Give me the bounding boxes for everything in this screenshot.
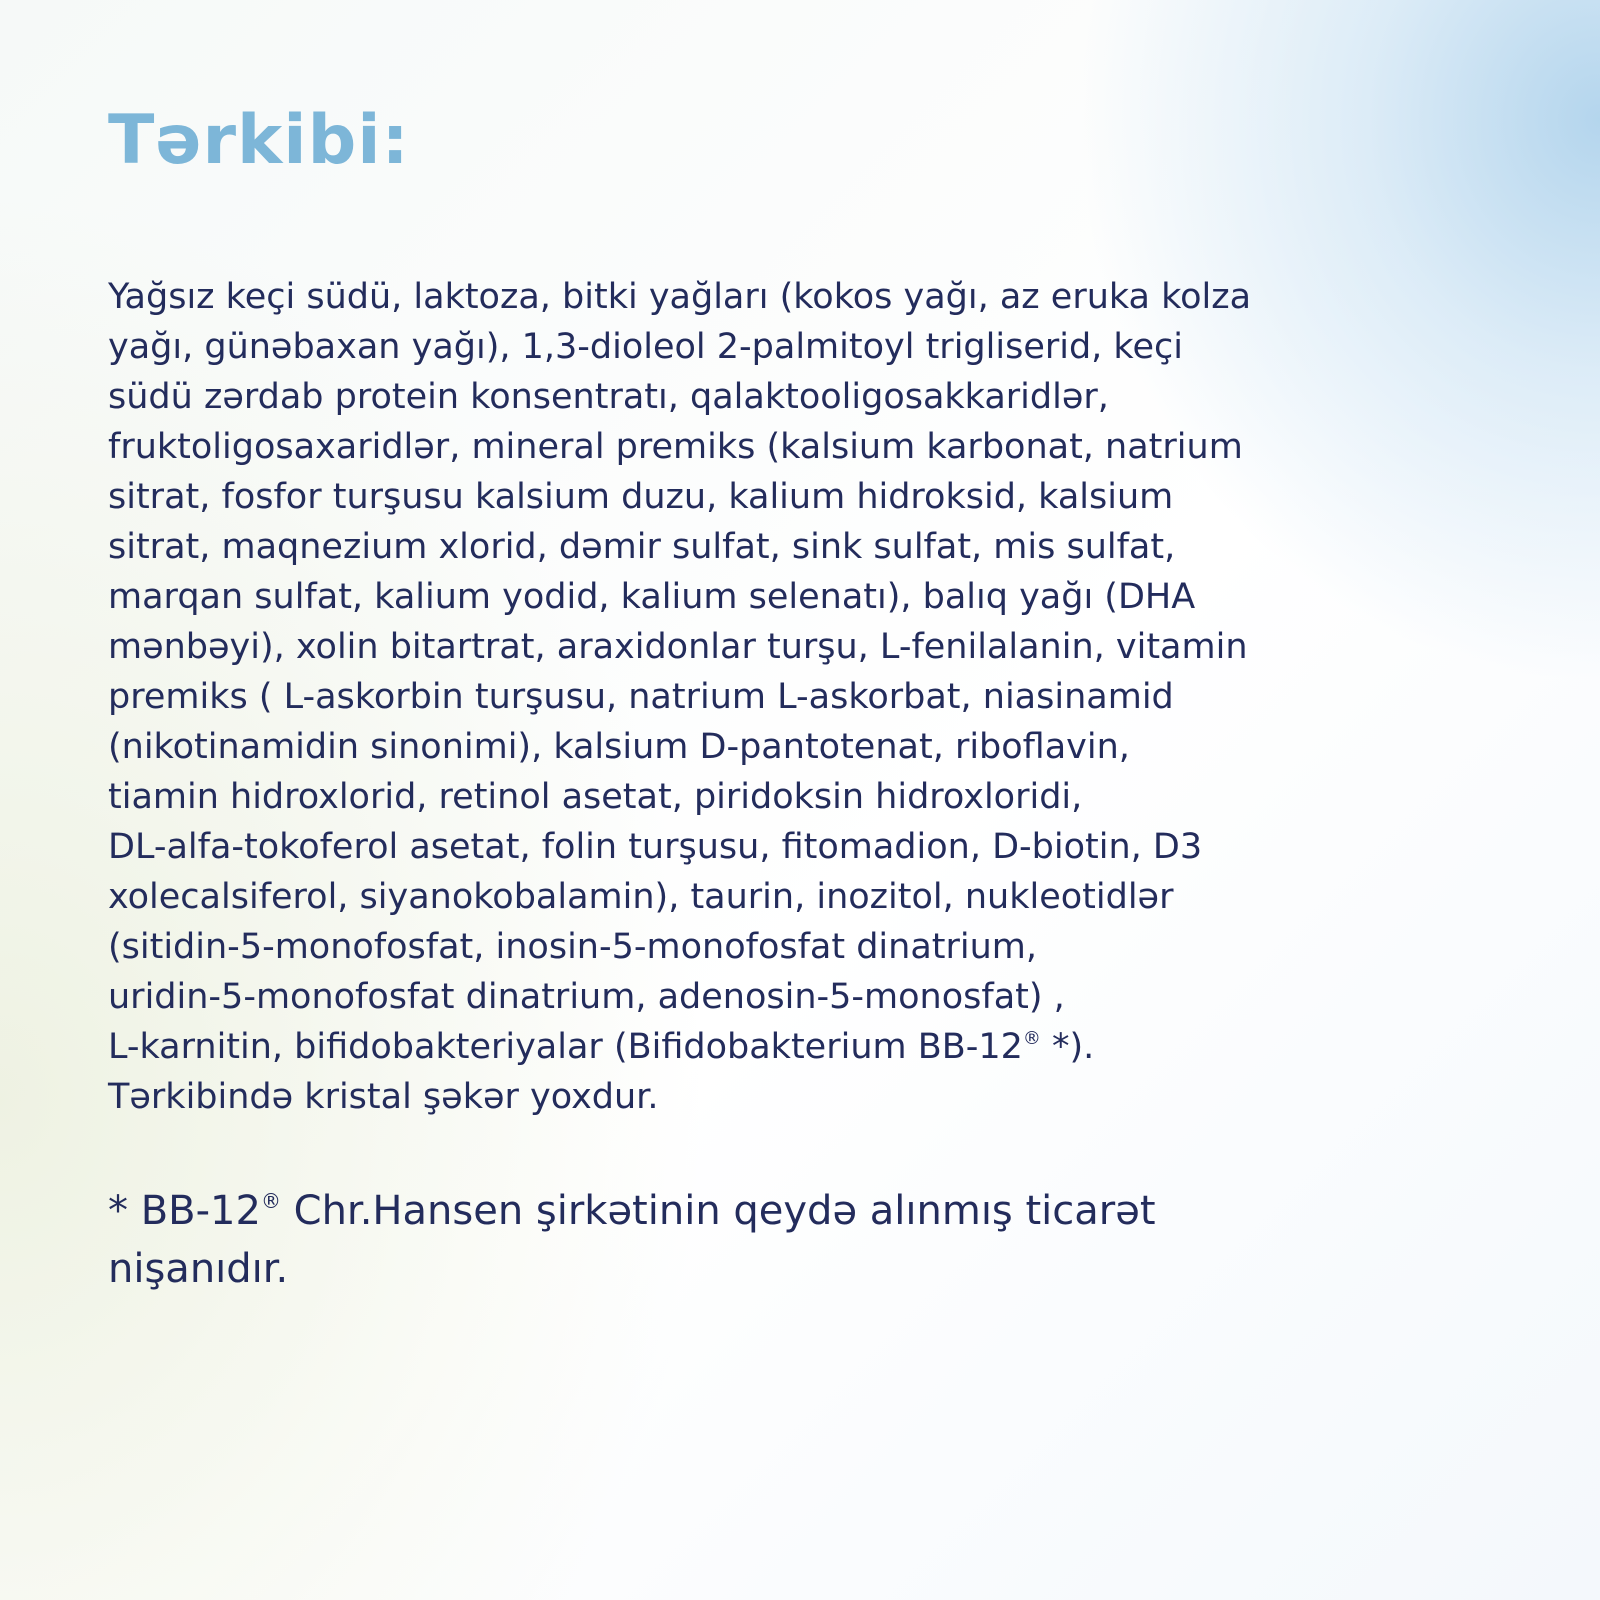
trademark-footnote bbox=[108, 1182, 1508, 1298]
ingredients-line: yağı, günəbaxan yağı), 1,3-dioleol 2-palmitoyl trigliserid, keçi bbox=[108, 327, 1183, 367]
ingredients-line: Yağsız keçi südü, laktoza, bitki yağları (kokos yağı, az eruka kolza bbox=[108, 277, 1252, 317]
ingredients-line-bifidobacteria bbox=[108, 1022, 1508, 1072]
ingredients-line: premiks ( L-askorbin turşusu, natrium L-askorbat, niasinamid bbox=[108, 677, 1174, 717]
no-sugar-statement: Tərkibində kristal şəkər yoxdur. bbox=[108, 1077, 659, 1117]
ingredients-line: uridin-5-monofosfat dinatrium, adenosin-5-monosfat) , bbox=[108, 977, 1065, 1017]
ingredients-line: (nikotinamidin sinonimi), kalsium D-pantotenat, riboflavin, bbox=[108, 727, 1130, 767]
footnote-line: nişanıdır. bbox=[108, 1246, 289, 1292]
ingredients-line: sitrat, maqnezium xlorid, dəmir sulfat, sink sulfat, mis sulfat, bbox=[108, 527, 1176, 567]
ingredients-line: DL-alfa-tokoferol asetat, folin turşusu, fitomadion, D-biotin, D3 bbox=[108, 827, 1203, 867]
bifidobacteria-text: L-karnitin, bifidobakteriyalar (Bifidobakterium BB-12 bbox=[108, 1027, 1023, 1067]
ingredients-line: südü zərdab protein konsentratı, qalaktooligosakkaridlər, bbox=[108, 377, 1109, 417]
registered-mark: ® bbox=[260, 1189, 281, 1213]
ingredients-line: mənbəyi), xolin bitartrat, araxidonlar turşu, L-fenilalanin, vitamin bbox=[108, 627, 1248, 667]
footnote-line bbox=[108, 1182, 1508, 1240]
footnote-text: Chr.Hansen şirkətinin qeydə alınmış ticarət bbox=[280, 1188, 1156, 1234]
ingredients-line: (sitidin-5-monofosfat, inosin-5-monofosfat dinatrium, bbox=[108, 927, 1038, 967]
page-title: Tərkibi: bbox=[108, 101, 410, 180]
ingredients-line: xolecalsiferol, siyanokobalamin), taurin, inozitol, nukleotidlər bbox=[108, 877, 1174, 917]
ingredients-line: tiamin hidroxlorid, retinol asetat, piridoksin hidroxloridi, bbox=[108, 777, 1083, 817]
bifidobacteria-text-end: *). bbox=[1040, 1027, 1095, 1067]
ingredients-text bbox=[108, 272, 1508, 1122]
ingredients-line: sitrat, fosfor turşusu kalsium duzu, kalium hidroksid, kalsium bbox=[108, 477, 1174, 517]
ingredients-line: marqan sulfat, kalium yodid, kalium selenatı), balıq yağı (DHA bbox=[108, 577, 1196, 617]
footnote-start: * BB-12 bbox=[108, 1188, 261, 1234]
ingredients-line: fruktoligosaxaridlər, mineral premiks (kalsium karbonat, natrium bbox=[108, 427, 1243, 467]
registered-mark: ® bbox=[1022, 1028, 1041, 1049]
